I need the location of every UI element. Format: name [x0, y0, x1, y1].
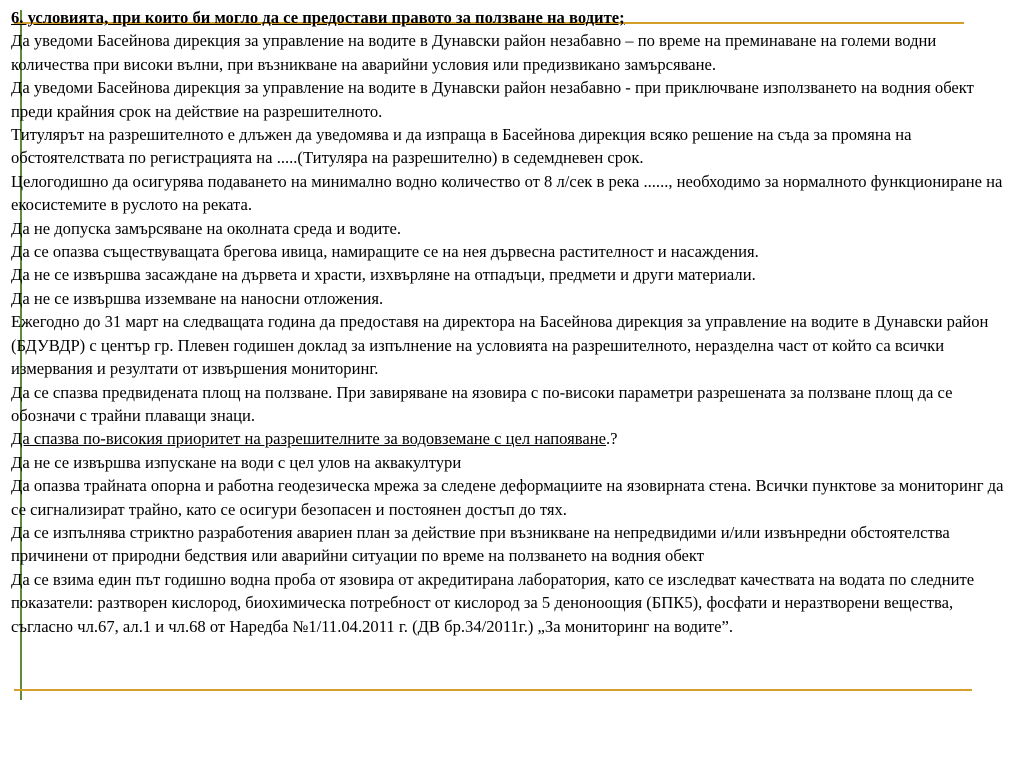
- paragraph-emergency-plan: Да се изпълнява стриктно разработения авариен план за действие при възникване на непредвидими и/или извънредни обстоятелства причинени от природни бедствия или аварийни ситуации по време на ползването на водния обект: [11, 522, 950, 566]
- slide-body: [11, 6, 1011, 638]
- priority-suffix: .?: [606, 429, 618, 449]
- paragraph-protect-bank: Да се опазва съществуващата брегова ивица, намиращите се на нея дървесна растителност и насаждения.: [11, 242, 759, 262]
- paragraph-usage-area: Да се спазва предвидената площ на ползване. При завиряване на язовира с по-високи параметри разрешената за ползване площ да се обозначи с трайни плаващи знаци.: [11, 382, 953, 425]
- paragraph-water-sampling: Да се взима един път годишно водна проба от язовира от акредитирана лаборатория, като се изследват качествата на водата по следните показатели: разтворен кислород, биохимическа потребност от кислород за 5 деноноощия (БПК5), фосфати и неразтворени вещества, съгласно чл.67, ал.1 и чл.68 от Наредба №1/11.04.2011 г. (ДВ бр.34/2011г.) „За мониторинг на водите”.: [11, 569, 975, 636]
- paragraph-geodetic-network: Да опазва трайната опорна и работна геодезическа мрежа за следене деформациите на язовирната стена. Всички пунктове за мониторинг да се сигнализират трайно, като се осигури безопасен и постоянен достъп до тях.: [11, 476, 1004, 519]
- paragraph-no-aquaculture-release: Да не се извършва изпускане на води с цел улов на аквакултури: [11, 452, 462, 472]
- paragraph-court-decisions: Титулярът на разрешителното е длъжен да уведомява и да изпраща в Басейнова дирекция всяко решение на съда за промяна на обстоятелствата по регистрацията на .....(Титуляра на разрешително) в седемдневен срок.: [11, 125, 912, 168]
- paragraph-no-planting: Да не се извършва засаждане на дървета и храсти, изхвърляне на отпадъци, предмети и други материали.: [11, 265, 756, 285]
- paragraph-annual-report: Ежегодно до 31 март на следващата година да предоставя на директора на Басейнова дирекция за управление на водите в Дунавски район (БДУВДР) с център гр. Плевен годишен доклад за изпълнение на условията на разрешителното, неразделна част от който са всички измервания и резултати от извършения мониторинг.: [11, 312, 989, 379]
- paragraph-no-pollution: Да не допуска замърсяване на околната среда и водите.: [11, 218, 401, 238]
- paragraph-minimum-flow: Целогодишно да осигурява подаването на минимално водно количество от 8 л/сек в река ......, необходимо за нормалното функциониране на екосистемите в руслото на реката.: [11, 171, 1003, 215]
- slide-heading: 6. условията, при които би могло да се предостави правото за ползване на водите;: [11, 8, 625, 27]
- paragraph-no-sediment-removal: Да не се извършва изземване на наносни отложения.: [11, 288, 384, 308]
- paragraph-priority: [11, 427, 1011, 450]
- paragraph-notify-termination: Да уведоми Басейнова дирекция за управление на водите в Дунавски район незабавно - при приключване използването на водния обект преди крайния срок на действие на разрешителното.: [11, 78, 974, 121]
- paragraph-notify-emergency: Да уведоми Басейнова дирекция за управление на водите в Дунавски район незабавно – по време на преминаване на големи водни количества при високи вълни, при възникване на аварийни условия или предизвикано замърсяване.: [11, 31, 937, 74]
- decorative-bottom-rule: [14, 689, 972, 691]
- priority-link[interactable]: Да спазва по-високия приоритет на разрешителните за водовземане с цел напояване: [11, 429, 607, 449]
